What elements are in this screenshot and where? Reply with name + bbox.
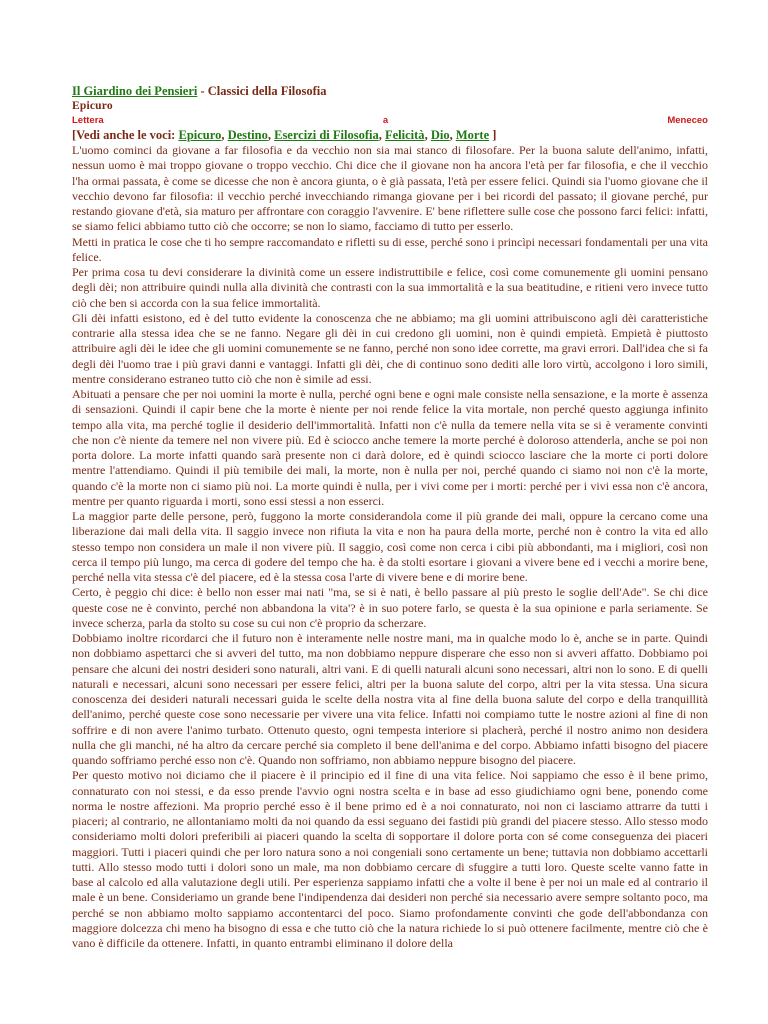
see-also-prefix: [Vedi anche le voci: xyxy=(72,128,179,142)
see-also-link-felicita[interactable]: Felicità xyxy=(384,128,425,142)
header-separator: - xyxy=(197,84,208,98)
see-also-link-morte[interactable]: Morte xyxy=(455,128,490,142)
paragraph: Abituati a pensare che per noi uomini la morte è nulla, perché ogni bene e ogni male consiste nella sensazione, e la morte è assenza di sensazioni. Quindi il capir bene che la morte è niente per noi rende felice la vita mortale, non perché questo aggiunga infinito tempo alla vita, ma perché toglie il desiderio dell'immortalità. Infatti non c'è nulla da temere nella vita se si è veramente convinti che non c'è niente da temere nel non vivere più. Ed è sciocco anche temere la morte perché è doloroso attenderla, anche se poi non porta dolore. La morte infatti quando sarà presente non ci darà dolore, ed è quindi sciocco lasciare che la morte ci porti dolore mentre l'attendiamo. Quindi il più temibile dei mali, la morte, non è nulla per noi, perché quando ci siamo noi non c'è la morte, quando c'è la morte non ci siamo più noi. La morte quindi è nulla, per i vivi come per i morti: perché per i vivi essa non c'è ancora, mentre per quanto riguarda i morti, sono essi stessi a non esserci. xyxy=(72,387,708,508)
paragraph: Gli dèi infatti esistono, ed è del tutto evidente la conoscenza che ne abbiamo; ma gli uomini attribuiscono agli dèi caratteristiche contrarie alla stessa idea che se ne fanno. Negare gli dèi in cui credono gli uomini, non è quindi empietà. Empietà è piuttosto attribuire agli dèi le idee che gli uomini comunemente se ne fanno, perché non sono idee corrette, ma gravi errori. Dall'idea che si fa degli dèi l'uomo trae i più gravi danni e vantaggi. Infatti gli dèi, che di continuo sono dediti alle loro virtù, accolgono i loro simili, mentre considerano estraneo tutto ciò che non è simile ad essi. xyxy=(72,310,708,386)
letter-word-meneceo: Meneceo xyxy=(667,115,708,126)
paragraph: Per questo motivo noi diciamo che il piacere è il principio ed il fine di una vita felice. Noi sappiamo che esso è il bene primo, connaturato con noi stessi, e da esso prende l'avvio ogni nostra scelta e in base ad esso giudichiamo ogni bene, ponendo come norma le nostre affezioni. Ma proprio perché esso è il bene primo ed è a noi connaturato, noi non ci lasciamo attrarre da tutti i piaceri; al contrario, ne allontaniamo molti da noi quando da essi seguano dei fastidi più grandi del piacere stesso. Allo stesso modo consideriamo molti dolori preferibili ai piaceri quando la scelta di sopportare il dolore porta con sé come conseguenza dei piaceri maggiori. Tutti i piaceri quindi che per loro natura sono a noi congeniali sono certamente un bene; tuttavia non dobbiamo accettarli tutti. Allo stesso modo tutti i dolori sono un male, ma non dobbiamo cercare di sfuggire a tutti loro. Queste scelte vanno fatte in base al calcolo ed alla valutazione degli utili. Per esperienza sappiamo infatti che a volte il bene è per noi un male ed al contrario il male è un bene. Consideriamo un grande bene l'indipendenza dai desideri non perché sia necessario avere sempre soltanto poco, ma perché se non abbiamo molto sappiamo accontentarci del poco. Siamo profondamente convinti che gode dell'abbondanza con maggiore dolcezza chi meno ha bisogno di essa e che tutto ciò che la natura richiede lo si può ottenere facilmente, mentre ciò che è vano è difficile da ottenere. Infatti, in quanto entrambi eliminano il dolore della xyxy=(72,768,708,950)
letter-word-a: a xyxy=(382,115,389,126)
paragraph: Metti in pratica le cose che ti ho sempre raccomandato e rifletti su di esse, perché sono i princìpi necessari fondamentali per una vita felice. xyxy=(72,234,708,264)
classics-label: Classici della Filosofia xyxy=(207,84,327,98)
document-page xyxy=(72,83,708,951)
paragraph: L'uomo cominci da giovane a far filosofia e da vecchio non sia mai stanco di filosofare. Per la buona salute dell'animo, infatti, nessun uomo è mai troppo giovane o troppo vecchio. Chi dice che il giovane non ha ancora l'età per far filosofia, e che il vecchio l'ha ormai passata, è come se dicesse che non è ancora giunta, o è già passata, l'età per essere felici. Quindi sia l'uomo giovane che il vecchio devono far filosofia: il vecchio perché invecchiando rimanga giovane per i bei ricordi del passato; il giovane perché, pur restando giovane d'età, sia maturo per affrontare con coraggio l'avvenire. E' bene riflettere sulle cose che possono farci felici: infatti, se siamo felici abbiamo tutto ciò che occorre; se non lo siamo, facciamo di tutto per esserlo. xyxy=(72,143,708,234)
see-also-line: [Vedi anche le voci: Epicuro, Destino, Esercizi di Filosofia, Felicità, Dio, Morte ] xyxy=(72,128,497,142)
header-line xyxy=(72,83,708,99)
paragraph: Certo, è peggio chi dice: è bello non esser mai nati "ma, se si è nati, è bello passare al più presto le soglie dell'Ade". Se chi dice queste cose ne è convinto, perché non abbandona la vita'? è in suo potere farlo, se questa è la sua opinione e parla seriamente. Se invece scherza, parla da stolto su cose su cui non c'è proprio da scherzare. xyxy=(72,585,708,630)
paragraph: Dobbiamo inoltre ricordarci che il futuro non è interamente nelle nostre mani, ma in qualche modo lo è, anche se in parte. Quindi non dobbiamo aspettarci che si avveri del tutto, ma non dobbiamo neppure disperare che esso non si avveri affatto. Dobbiamo poi pensare che alcuni dei nostri desideri sono naturali, altri vani. E di quelli naturali alcuni sono necessari, altri non lo sono. E di quelli naturali e necessari, alcuni sono necessari per essere felici, altri per la buona salute del corpo, altri per la vita stessa. Una sicura conoscenza dei desideri naturali necessari guida le scelte della nostra vita al fine della buona salute del corpo e della tranquillità dell'animo, perché queste cose sono necessarie per vivere una vita felice. Infatti noi compiamo tutte le nostre azioni al fine di non soffrire e di non avere l'animo turbato. Ottenuto questo, ogni tempesta interiore si placherà, perché il nostro animo non desidera nulla che gli manchi, né ha altro da cercare perché sia completo il bene dell'anima e del corpo. Abbiamo infatti bisogno del piacere quando soffriamo perché esso non c'è. Quando non soffriamo, non abbiamo neppure bisogno del piacere. xyxy=(72,631,708,767)
paragraph: Per prima cosa tu devi considerare la divinità come un essere indistruttibile e felice, così come comunemente gli uomini pensano degli dèi; non attribuire quindi nulla alla divinità che contrasti con la sua immortalità e la sua beatitudine, e ritieni vero invece tutto ciò che ben si accorda con la sua felice immortalità. xyxy=(72,265,708,310)
see-also-link-dio[interactable]: Dio xyxy=(430,128,450,142)
letter-word-lettera: Lettera xyxy=(72,115,104,126)
letter-title xyxy=(72,114,708,127)
site-name-link[interactable]: Il Giardino dei Pensieri xyxy=(72,84,198,98)
see-also-link-esercizi[interactable]: Esercizi di Filosofia xyxy=(274,128,379,142)
author-name: Epicuro xyxy=(72,100,113,112)
paragraph: La maggior parte delle persone, però, fuggono la morte considerandola come il più grande dei mali, oppure la cercano come una liberazione dai mali della vita. Il saggio invece non rifiuta la vita e non ha paura della morte, perché non è contro la vita ed allo stesso tempo non considera un male il non vivere più. Il saggio, così come non cerca i cibi più abbondanti, ma i migliori, così non cerca il tempo più lungo, ma cerca di godere del tempo che ha. è da stolti esortare i giovani a vivere bene ed i vecchi a morire bene, perché nella vita stessa c'è del piacere, ed è la stessa cosa l'arte di vivere bene e di morire bene. xyxy=(72,509,708,584)
see-also-suffix: ] xyxy=(489,128,497,142)
letter-body xyxy=(72,143,708,951)
see-also-link-destino[interactable]: Destino xyxy=(227,128,268,142)
see-also-link-epicuro[interactable]: Epicuro xyxy=(178,128,222,142)
